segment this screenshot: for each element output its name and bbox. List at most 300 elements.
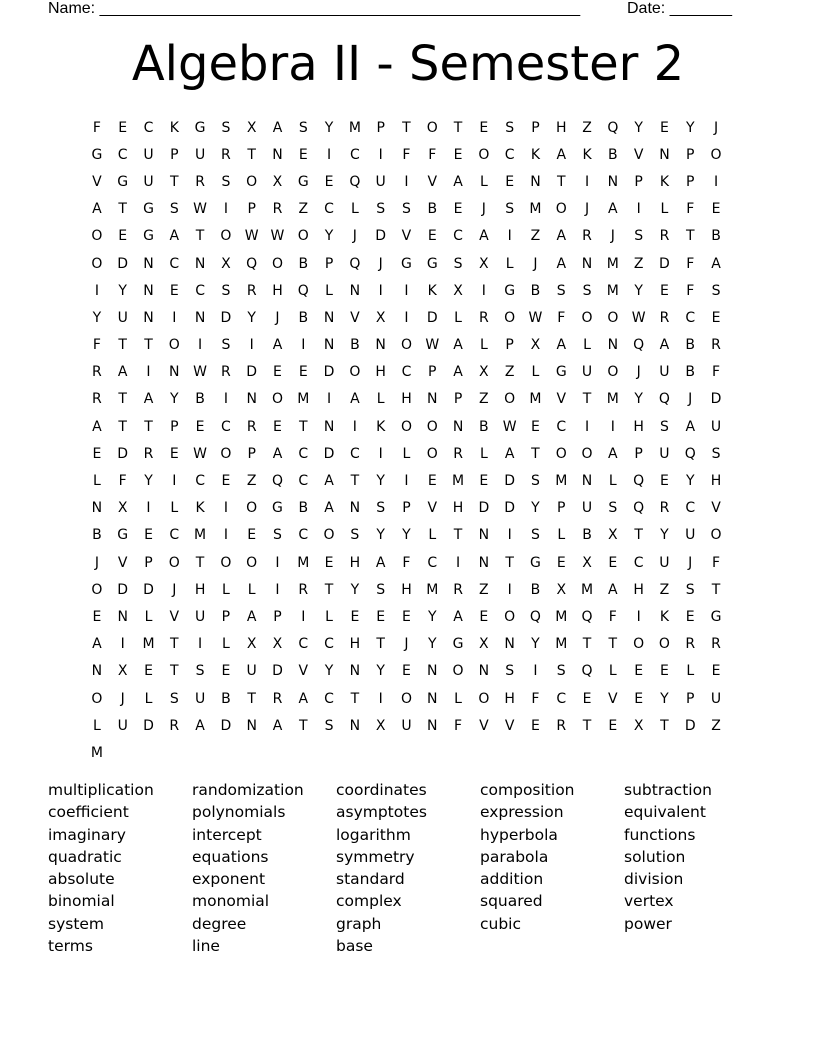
grid-letter[interactable]: U [581,500,593,517]
grid-letter[interactable]: E [118,228,128,245]
grid-letter[interactable]: C [401,364,412,381]
grid-letter[interactable]: R [221,364,231,381]
grid-letter[interactable]: T [247,690,256,707]
grid-letter[interactable]: A [453,364,463,381]
grid-letter[interactable]: P [247,445,256,462]
grid-letter[interactable]: S [453,255,463,272]
grid-letter[interactable]: U [710,690,722,707]
grid-letter[interactable]: A [272,717,283,734]
grid-letter[interactable]: O [504,608,516,625]
grid-letter[interactable]: H [272,282,283,299]
grid-letter[interactable]: R [556,717,567,734]
grid-letter[interactable]: M [606,255,619,272]
grid-letter[interactable]: A [324,473,334,490]
grid-letter[interactable]: O [168,554,180,571]
grid-letter[interactable]: Q [529,608,541,625]
grid-letter[interactable]: Y [324,119,334,136]
grid-letter[interactable]: N [581,473,593,490]
grid-letter[interactable]: Y [427,608,437,625]
grid-letter[interactable]: G [117,527,129,544]
grid-letter[interactable]: F [428,146,437,163]
grid-letter[interactable]: C [685,309,696,326]
grid-letter[interactable]: O [504,391,516,408]
grid-letter[interactable]: O [349,364,361,381]
grid-letter[interactable]: P [686,146,695,163]
grid-letter[interactable]: G [426,255,438,272]
grid-letter[interactable]: J [713,119,719,136]
grid-letter[interactable]: Q [297,282,309,299]
grid-letter[interactable]: A [608,201,618,218]
grid-letter[interactable]: B [427,201,438,218]
grid-letter[interactable]: E [582,690,592,707]
grid-letter[interactable]: K [427,282,437,299]
grid-letter[interactable]: N [478,554,490,571]
grid-letter[interactable]: H [194,581,206,598]
grid-letter[interactable]: B [298,500,309,517]
grid-letter[interactable]: A [556,337,567,354]
grid-letter[interactable]: D [323,445,335,462]
grid-letter[interactable]: Y [402,527,411,544]
grid-letter[interactable]: P [686,173,695,190]
grid-letter[interactable]: O [246,554,258,571]
grid-letter[interactable]: T [376,636,385,653]
grid-letter[interactable]: O [271,255,283,272]
grid-letter[interactable]: T [247,146,256,163]
grid-letter[interactable]: H [633,418,644,435]
grid-letter[interactable]: O [452,663,464,680]
grid-letter[interactable]: R [478,309,489,326]
grid-letter[interactable]: R [659,228,670,245]
grid-letter[interactable]: T [350,473,360,490]
grid-letter[interactable]: T [118,391,127,408]
grid-letter[interactable]: C [298,636,309,653]
grid-letter[interactable]: M [297,554,310,571]
grid-letter[interactable]: C [195,282,205,299]
grid-letter[interactable]: R [453,445,463,462]
grid-letter[interactable]: O [323,527,335,544]
grid-letter[interactable]: C [453,228,463,245]
grid-letter[interactable]: E [634,690,644,707]
grid-letter[interactable]: X [272,636,283,653]
grid-letter[interactable]: L [376,391,385,408]
grid-letter[interactable]: A [298,690,309,707]
grid-letter[interactable]: R [92,391,102,408]
grid-letter[interactable]: M [452,473,465,490]
grid-letter[interactable]: S [221,337,231,354]
grid-letter[interactable]: I [275,581,280,598]
grid-letter[interactable]: E [531,418,540,435]
grid-letter[interactable]: E [376,608,386,625]
grid-letter[interactable]: U [659,445,670,462]
grid-letter[interactable]: L [583,337,591,354]
grid-letter[interactable]: J [584,201,590,218]
grid-letter[interactable]: Z [711,717,721,734]
grid-letter[interactable]: L [144,690,153,707]
grid-letter[interactable]: E [479,608,489,625]
grid-letter[interactable]: G [143,228,154,245]
grid-letter[interactable]: F [686,255,695,272]
grid-letter[interactable]: Y [634,391,643,408]
grid-letter[interactable]: J [481,201,486,218]
grid-letter[interactable]: D [117,445,129,462]
grid-letter[interactable]: A [272,337,283,354]
grid-letter[interactable]: P [144,554,153,571]
grid-letter[interactable]: I [636,201,641,218]
grid-letter[interactable]: P [273,608,282,625]
grid-letter[interactable]: P [634,445,643,462]
grid-letter[interactable]: Y [685,473,695,490]
grid-letter[interactable]: S [169,201,179,218]
grid-letter[interactable]: E [660,282,669,299]
grid-letter[interactable]: N [169,364,180,381]
grid-letter[interactable]: E [221,473,231,490]
grid-letter[interactable]: E [92,445,102,462]
grid-letter[interactable]: X [117,500,128,517]
grid-letter[interactable]: H [633,581,644,598]
grid-letter[interactable]: J [352,228,357,245]
grid-letter[interactable]: E [273,364,282,381]
grid-letter[interactable]: F [531,690,540,707]
grid-letter[interactable]: E [479,119,489,136]
grid-letter[interactable]: G [401,255,412,272]
grid-letter[interactable]: M [555,608,568,625]
grid-letter[interactable]: S [531,473,540,490]
grid-letter[interactable]: S [350,527,360,544]
grid-letter[interactable]: H [401,581,412,598]
grid-letter[interactable]: A [350,391,360,408]
grid-letter[interactable]: F [402,554,411,571]
grid-letter[interactable]: L [428,527,437,544]
grid-letter[interactable]: J [610,228,615,245]
grid-letter[interactable]: E [247,527,257,544]
grid-letter[interactable]: M [426,581,439,598]
grid-letter[interactable]: O [297,228,309,245]
grid-letter[interactable]: F [711,364,721,381]
grid-letter[interactable]: A [556,255,567,272]
grid-letter[interactable]: Q [658,391,670,408]
grid-letter[interactable]: S [659,418,669,435]
grid-letter[interactable]: E [660,119,669,136]
grid-letter[interactable]: N [530,173,541,190]
grid-letter[interactable]: I [172,473,177,490]
grid-letter[interactable]: M [142,636,155,653]
grid-letter[interactable]: N [659,146,670,163]
grid-letter[interactable]: T [556,173,566,190]
grid-letter[interactable]: L [325,282,333,299]
grid-letter[interactable]: J [636,364,641,381]
grid-letter[interactable]: O [426,445,438,462]
grid-letter[interactable]: R [246,418,257,435]
grid-letter[interactable]: U [143,173,154,190]
grid-letter[interactable]: U [581,364,593,381]
grid-letter[interactable]: I [713,173,719,190]
grid-letter[interactable]: T [195,228,205,245]
grid-letter[interactable]: R [659,500,670,517]
grid-letter[interactable]: I [481,282,486,299]
grid-letter[interactable]: I [378,690,383,707]
grid-letter[interactable]: O [400,690,412,707]
grid-letter[interactable]: E [453,201,463,218]
grid-letter[interactable]: C [633,554,644,571]
grid-letter[interactable]: A [453,337,463,354]
grid-letter[interactable]: T [170,636,179,653]
grid-letter[interactable]: D [117,255,129,272]
grid-letter[interactable]: Q [246,255,258,272]
grid-letter[interactable]: I [533,663,538,680]
grid-letter[interactable]: R [143,445,154,462]
grid-letter[interactable]: Y [92,309,102,326]
grid-letter[interactable]: H [349,636,361,653]
grid-letter[interactable]: O [91,228,103,245]
grid-letter[interactable]: N [504,636,515,653]
grid-letter[interactable]: F [92,337,101,354]
grid-letter[interactable]: C [169,527,180,544]
grid-letter[interactable]: K [169,119,179,136]
grid-letter[interactable]: L [479,445,488,462]
grid-letter[interactable]: J [275,309,280,326]
grid-letter[interactable]: C [169,255,180,272]
grid-letter[interactable]: T [634,527,643,544]
grid-letter[interactable]: C [117,146,128,163]
grid-letter[interactable]: S [324,717,334,734]
grid-letter[interactable]: X [479,255,489,272]
grid-letter[interactable]: B [685,337,696,354]
grid-letter[interactable]: A [556,228,567,245]
grid-letter[interactable]: L [350,201,359,218]
grid-letter[interactable]: C [298,473,309,490]
grid-letter[interactable]: N [143,309,154,326]
grid-letter[interactable]: Y [376,527,385,544]
grid-letter[interactable]: I [507,527,512,544]
grid-letter[interactable]: A [169,228,180,245]
grid-letter[interactable]: O [246,500,258,517]
grid-letter[interactable]: A [685,418,696,435]
grid-letter[interactable]: D [375,228,387,245]
grid-letter[interactable]: O [246,173,258,190]
grid-letter[interactable]: N [427,690,438,707]
grid-letter[interactable]: A [556,146,567,163]
grid-letter[interactable]: S [169,690,179,707]
grid-letter[interactable]: I [198,337,203,354]
grid-letter[interactable]: S [221,282,231,299]
grid-letter[interactable]: M [555,636,568,653]
grid-letter[interactable]: E [634,663,644,680]
grid-letter[interactable]: H [555,119,567,136]
grid-letter[interactable]: A [92,201,102,218]
grid-letter[interactable]: A [608,445,618,462]
grid-letter[interactable]: M [194,527,207,544]
grid-letter[interactable]: B [350,337,360,354]
grid-letter[interactable]: C [556,690,567,707]
grid-letter[interactable]: E [427,473,437,490]
grid-letter[interactable]: Y [660,527,669,544]
grid-letter[interactable]: F [118,473,127,490]
grid-letter[interactable]: T [195,554,205,571]
grid-letter[interactable]: T [582,717,592,734]
grid-letter[interactable]: C [685,500,696,517]
grid-letter[interactable]: G [530,554,541,571]
grid-letter[interactable]: E [169,282,179,299]
grid-letter[interactable]: O [710,146,722,163]
grid-letter[interactable]: V [556,391,567,408]
grid-letter[interactable]: G [143,201,154,218]
grid-letter[interactable]: O [91,690,103,707]
grid-letter[interactable]: E [711,201,721,218]
grid-letter[interactable]: A [711,255,721,272]
grid-letter[interactable]: I [120,636,125,653]
grid-letter[interactable]: V [401,228,412,245]
grid-letter[interactable]: S [221,173,231,190]
grid-letter[interactable]: X [375,309,386,326]
grid-letter[interactable]: E [273,418,282,435]
grid-letter[interactable]: I [378,445,383,462]
grid-letter[interactable]: O [220,445,232,462]
grid-letter[interactable]: V [504,717,515,734]
grid-letter[interactable]: C [195,473,205,490]
grid-letter[interactable]: O [168,337,180,354]
grid-letter[interactable]: C [504,146,515,163]
grid-letter[interactable]: W [425,337,440,354]
grid-letter[interactable]: I [404,309,409,326]
grid-letter[interactable]: V [633,146,644,163]
grid-letter[interactable]: S [608,500,618,517]
grid-letter[interactable]: O [220,554,232,571]
grid-letter[interactable]: O [91,581,103,598]
grid-letter[interactable]: M [606,391,619,408]
grid-letter[interactable]: Y [324,663,334,680]
grid-letter[interactable]: W [193,445,207,462]
grid-letter[interactable]: S [711,282,721,299]
grid-letter[interactable]: D [478,500,490,517]
grid-letter[interactable]: C [349,146,360,163]
grid-letter[interactable]: E [531,717,540,734]
grid-letter[interactable]: O [581,309,593,326]
grid-letter[interactable]: H [375,364,386,381]
grid-letter[interactable]: C [324,201,334,218]
grid-letter[interactable]: R [195,173,205,190]
grid-letter[interactable]: L [144,608,153,625]
grid-letter[interactable]: E [505,173,515,190]
grid-letter[interactable]: Y [427,636,437,653]
grid-letter[interactable]: T [685,228,695,245]
grid-letter[interactable]: N [349,500,361,517]
grid-letter[interactable]: P [686,690,695,707]
grid-letter[interactable]: W [193,201,207,218]
grid-letter[interactable]: K [195,500,205,517]
grid-letter[interactable]: N [375,337,386,354]
grid-letter[interactable]: Y [634,119,643,136]
grid-letter[interactable]: C [349,445,360,462]
grid-letter[interactable]: I [507,581,512,598]
grid-letter[interactable]: Z [530,228,541,245]
grid-letter[interactable]: T [298,717,308,734]
grid-letter[interactable]: L [221,636,230,653]
grid-letter[interactable]: O [607,364,619,381]
grid-letter[interactable]: N [323,337,335,354]
grid-letter[interactable]: E [221,663,231,680]
grid-letter[interactable]: I [636,608,641,625]
grid-letter[interactable]: O [633,636,645,653]
grid-letter[interactable]: V [427,173,438,190]
grid-letter[interactable]: Y [660,690,669,707]
grid-letter[interactable]: L [325,608,333,625]
grid-letter[interactable]: I [172,309,177,326]
grid-letter[interactable]: Q [271,473,283,490]
grid-letter[interactable]: I [146,500,151,517]
grid-letter[interactable]: T [582,391,592,408]
grid-letter[interactable]: B [195,391,205,408]
grid-letter[interactable]: N [246,717,257,734]
grid-letter[interactable]: H [710,473,722,490]
grid-letter[interactable]: G [452,636,464,653]
grid-letter[interactable]: B [711,228,721,245]
grid-letter[interactable]: N [581,255,593,272]
grid-letter[interactable]: X [633,717,644,734]
grid-letter[interactable]: O [426,418,438,435]
grid-letter[interactable]: O [91,255,103,272]
grid-letter[interactable]: Y [170,391,179,408]
grid-letter[interactable]: N [194,255,206,272]
grid-letter[interactable]: W [270,228,285,245]
grid-letter[interactable]: E [195,418,205,435]
grid-letter[interactable]: F [92,119,101,136]
grid-letter[interactable]: I [404,173,409,190]
grid-letter[interactable]: N [91,500,103,517]
grid-letter[interactable]: G [91,146,103,163]
grid-letter[interactable]: P [170,418,179,435]
grid-letter[interactable]: R [298,581,309,598]
grid-letter[interactable]: T [144,337,153,354]
grid-letter[interactable]: J [404,636,409,653]
grid-letter[interactable]: T [531,445,540,462]
grid-letter[interactable]: V [117,554,128,571]
grid-letter[interactable]: P [324,255,334,272]
grid-letter[interactable]: A [453,173,463,190]
grid-letter[interactable]: A [143,391,154,408]
grid-letter[interactable]: A [92,418,102,435]
grid-letter[interactable]: V [92,173,102,190]
grid-letter[interactable]: C [427,554,438,571]
grid-letter[interactable]: E [711,663,721,680]
grid-letter[interactable]: F [686,201,695,218]
grid-letter[interactable]: V [427,500,438,517]
grid-letter[interactable]: G [272,500,283,517]
grid-letter[interactable]: U [143,146,154,163]
grid-letter[interactable]: S [195,663,205,680]
grid-letter[interactable]: T [170,173,179,190]
grid-letter[interactable]: D [220,717,232,734]
grid-letter[interactable]: B [530,282,541,299]
grid-letter[interactable]: X [272,173,283,190]
grid-letter[interactable]: I [378,282,383,299]
grid-letter[interactable]: V [350,309,360,326]
grid-letter[interactable]: Z [659,581,670,598]
grid-letter[interactable]: I [455,554,461,571]
grid-letter[interactable]: S [402,201,411,218]
grid-letter[interactable]: A [375,554,386,571]
grid-letter[interactable]: S [582,282,592,299]
grid-letter[interactable]: T [118,337,127,354]
grid-letter[interactable]: V [711,500,721,517]
grid-letter[interactable]: L [170,500,179,517]
grid-letter[interactable]: V [608,690,618,707]
grid-letter[interactable]: T [453,119,463,136]
grid-letter[interactable]: Z [298,201,309,218]
grid-letter[interactable]: N [323,418,335,435]
grid-letter[interactable]: Q [581,608,593,625]
grid-letter[interactable]: H [504,690,515,707]
grid-letter[interactable]: G [710,608,722,625]
